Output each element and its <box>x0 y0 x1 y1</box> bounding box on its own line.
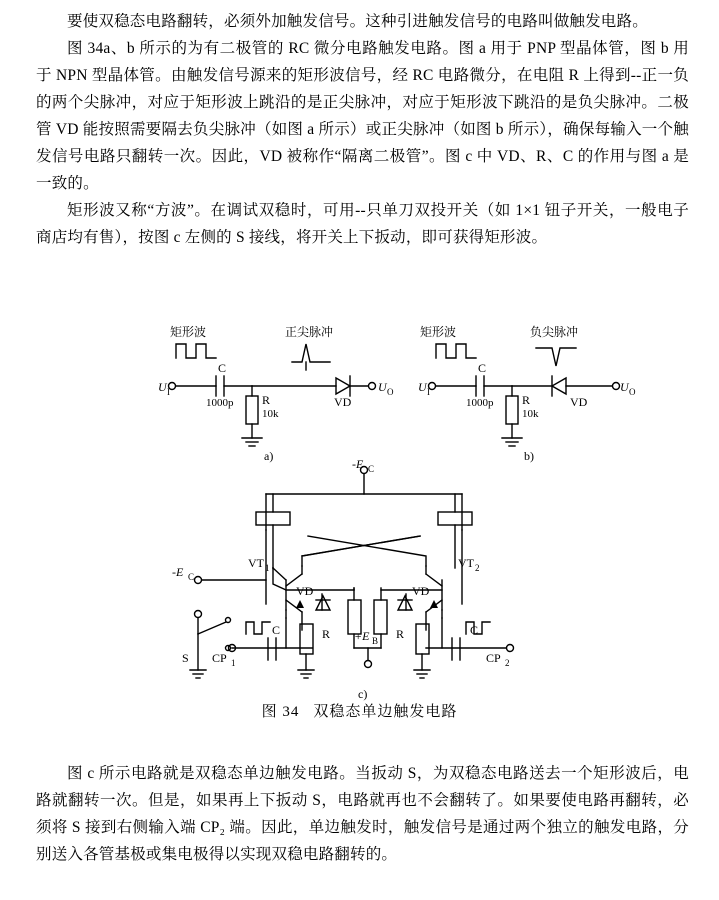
label-a-output-sub: O <box>387 387 394 397</box>
label-b-cap-value: 1000p <box>466 397 494 409</box>
label-c-supply-left-sub: C <box>188 572 195 582</box>
label-c-vt1-sub: 1 <box>265 563 270 573</box>
sublabel-b: b) <box>524 449 534 463</box>
label-c-vt2: VT <box>458 556 474 570</box>
label-b-diode: VD <box>570 395 588 409</box>
label-c-vt1: VT <box>248 556 264 570</box>
label-c-r-left: R <box>322 627 331 641</box>
figure-34-svg <box>0 318 719 718</box>
label-b-input-sub: I <box>427 387 430 397</box>
figure-34 <box>0 318 719 718</box>
label-b-res: R <box>522 393 531 407</box>
label-c-vd-right: VD <box>412 584 430 598</box>
label-c-switch: S <box>182 651 189 665</box>
label-b-output: U <box>620 380 629 394</box>
label-c-bias-sub: B <box>372 636 379 646</box>
label-a-diode: VD <box>334 395 352 409</box>
paragraph-4: 图 c 所示电路就是双稳态单边触发电路。当扳动 S，为双稳态电路送去一个矩形波后，电路就翻转一次。但是，如果再上下扳动 S，电路就再也不会翻转了。如果要使电路再翻转，必须将 S 接到右侧输入端 CP₂ 端。因此，单边触发时，触发信号是通过两个独立的触发电路，分别送入各管基极或集电极得以实现双稳电路翻转的。 <box>36 765 689 863</box>
label-c-cp2-sub: 2 <box>505 658 510 668</box>
label-c-supply-left: -E <box>172 565 184 579</box>
label-c-r-right: R <box>396 627 405 641</box>
label-c-cp1: CP <box>212 651 227 665</box>
figure-caption <box>0 700 719 721</box>
sublabel-a: a) <box>264 449 274 463</box>
paragraph-3: 矩形波又称“方波”。在调试双稳时，可用--只单刀双投开关（如 1×1 钮子开关，一般电子商店均有售），按图 c 左侧的 S 接线，将开关上下扳动，即可获得矩形波。 <box>36 202 689 246</box>
label-a-cap: C <box>218 361 227 375</box>
label-b-negative-spike: 负尖脉冲 <box>530 325 579 339</box>
label-b-res-value: 10k <box>522 408 539 420</box>
label-b-input: U <box>418 380 427 394</box>
figure-caption-text: 双稳态单边触发电路 <box>313 704 458 720</box>
label-a-input: U <box>158 380 167 394</box>
paragraph-1: 要使双稳态电路翻转，必须外加触发信号。这种引进触发信号的电路叫做触发电路。 <box>67 13 648 30</box>
paragraph-group-top <box>36 8 689 251</box>
figure-caption-number: 图 34 <box>261 704 300 720</box>
label-a-input-sub: I <box>167 387 170 397</box>
label-c-vd-left: VD <box>296 584 314 598</box>
label-c-vt2-sub: 2 <box>475 563 480 573</box>
label-b-square-wave: 矩形波 <box>420 325 457 339</box>
paragraph-group-bottom <box>36 760 689 868</box>
label-c-c-right: C <box>470 623 479 637</box>
label-a-res-value: 10k <box>262 408 279 420</box>
label-a-positive-spike: 正尖脉冲 <box>285 325 334 339</box>
label-c-supply-top: -E <box>352 457 364 471</box>
label-c-bias: +E <box>354 629 370 643</box>
sublabel-c: c) <box>358 687 368 701</box>
label-a-res: R <box>262 393 271 407</box>
label-a-cap-value: 1000p <box>206 397 234 409</box>
label-c-supply-top-sub: C <box>368 464 375 474</box>
label-a-square-wave: 矩形波 <box>170 325 207 339</box>
label-b-cap: C <box>478 361 487 375</box>
label-b-output-sub: O <box>629 387 636 397</box>
label-c-cp1-sub: 1 <box>231 658 236 668</box>
label-c-cp2: CP <box>486 651 501 665</box>
label-c-c-left: C <box>272 623 281 637</box>
paragraph-2: 图 34a、b 所示的为有二极管的 RC 微分电路触发电路。图 a 用于 PNP 型晶体管，图 b 用于 NPN 型晶体管。由触发信号源来的矩形波信号，经 RC 电路微分，在电阻 R 上得到--正一负的两个尖脉冲，对应于矩形波上跳沿的是正尖脉冲，对应于矩形波下跳沿的是负尖脉冲。二极管 VD 能按照需要隔去负尖脉冲（如图 a 所示）或正尖脉冲（如图 b 所示），确保每输入一个触发信号电路只翻转一次。因此，VD 被称作“隔离二极管”。图 c 中 VD、R、C 的作用与图 a 是一致的。 <box>36 40 689 192</box>
label-a-output: U <box>378 380 387 394</box>
